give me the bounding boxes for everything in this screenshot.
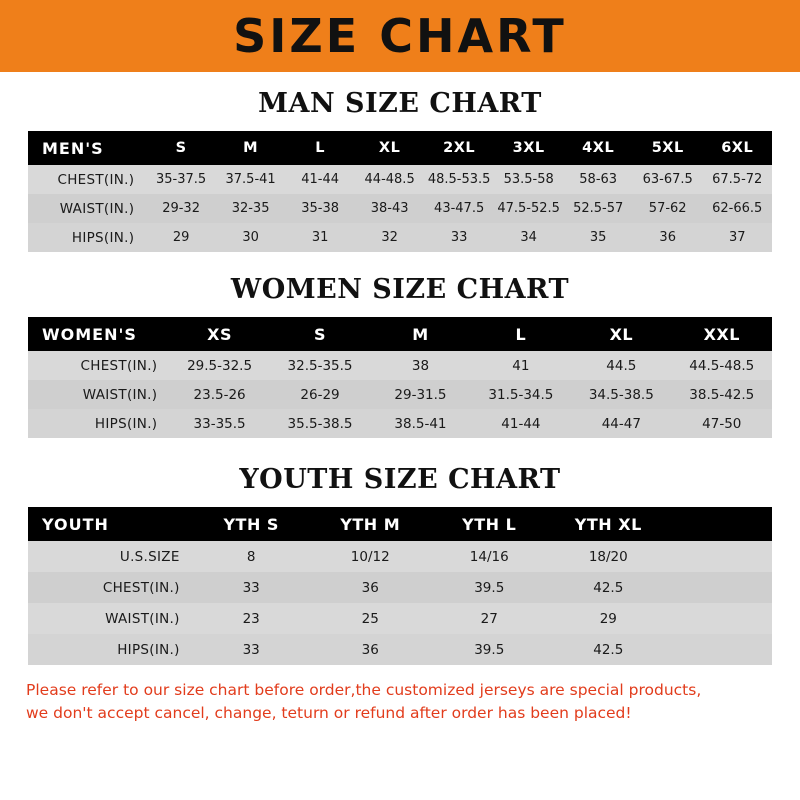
table-row [28,634,772,665]
column-header: YTH M [340,514,401,534]
column-header: M [412,324,429,344]
women-size-table [28,317,772,438]
corner-label: WOMEN'S [42,324,137,344]
table-header-row [28,317,772,351]
column-header: 2XL [443,140,476,156]
cell: 23 [242,610,260,627]
order-policy-note [0,679,800,726]
note-line-2: we don't accept cancel, change, teturn or refund after order has been placed! [26,704,632,723]
row-label: CHEST(IN.) [102,579,180,596]
cell: 8 [246,548,256,565]
column-header: XXL [703,324,740,344]
cell: 29 [172,230,190,245]
spacer-cell [668,507,772,541]
table-row [28,380,772,409]
cell: 32-35 [231,201,270,216]
cell: 32 [381,230,398,245]
cell: 32.5-35.5 [287,357,353,374]
spacer-cell [668,603,772,634]
youth-section-title: YOUTH SIZE CHART [239,464,561,495]
cell: 44-47 [601,415,641,432]
cell: 18/20 [588,548,628,565]
row-label: WAIST(IN.) [105,610,180,627]
cell: 67.5-72 [712,172,763,187]
cell: 42.5 [593,579,624,596]
corner-label: MEN'S [42,138,104,158]
cell: 44-48.5 [364,172,415,187]
column-header: 4XL [582,140,615,156]
cell: 36 [361,641,379,658]
cell: 37 [728,230,746,245]
note-line-1: Please refer to our size chart before order,the customized jerseys are special products, [26,681,702,699]
man-size-table [28,131,772,252]
cell: 29.5-32.5 [187,357,253,374]
cell: 29 [599,610,617,627]
table-row [28,351,772,380]
cell: 39.5 [474,579,505,596]
column-header: S [175,140,187,156]
cell: 29-32 [162,201,200,216]
cell: 31 [311,230,329,245]
row-label: WAIST(IN.) [82,386,158,403]
table-row [28,572,772,603]
cell: 44.5 [606,357,637,374]
youth-size-table [28,507,772,665]
cell: 63-67.5 [642,172,693,187]
corner-label: YOUTH [42,514,109,534]
cell: 57-62 [648,201,687,216]
row-label: HIPS(IN.) [94,415,158,432]
column-header: XS [207,324,232,344]
spacer-cell [668,572,772,603]
cell: 48.5-53.5 [427,172,491,187]
column-header: YTH XL [574,514,642,534]
row-label: WAIST(IN.) [59,200,135,217]
cell: 38.5-41 [394,415,447,432]
cell: 36 [659,230,676,245]
cell: 37.5-41 [225,172,276,187]
column-header: M [243,140,259,156]
cell: 38 [411,357,430,374]
cell: 33-35.5 [193,415,246,432]
cell: 41-44 [301,172,339,187]
man-table-wrap [0,131,800,252]
cell: 33 [242,641,260,658]
cell: 38.5-42.5 [689,386,755,403]
table-row [28,165,772,194]
column-header: S [314,324,327,344]
cell: 34 [520,230,537,245]
cell: 47-50 [702,415,742,432]
cell: 25 [361,610,379,627]
row-label: HIPS(IN.) [71,229,135,246]
cell: 41 [512,357,530,374]
cell: 26-29 [300,386,340,403]
cell: 42.5 [593,641,624,658]
cell: 31.5-34.5 [488,386,554,403]
cell: 23.5-26 [193,386,246,403]
cell: 27 [480,610,498,627]
column-header: L [315,140,325,156]
cell: 30 [242,230,259,245]
page-title: SIZE CHART [233,9,567,63]
cell: 34.5-38.5 [588,386,654,403]
cell: 39.5 [474,641,505,658]
cell: 35-38 [301,201,339,216]
row-label: U.S.SIZE [119,548,180,565]
cell: 44.5-48.5 [689,357,755,374]
header-banner [0,0,800,72]
cell: 58-63 [579,172,618,187]
column-header: 5XL [651,140,684,156]
table-row [28,223,772,252]
cell: 43-47.5 [434,201,485,216]
column-header: YTH L [462,514,517,534]
cell: 62-66.5 [712,201,763,216]
cell: 33 [242,579,260,596]
column-header: 3XL [512,140,545,156]
row-label: HIPS(IN.) [117,641,180,658]
table-header-row [28,131,772,165]
column-header: 6XL [721,140,754,156]
cell: 33 [450,230,468,245]
column-header: L [515,324,527,344]
youth-table-wrap [0,507,800,665]
column-header: XL [609,324,634,344]
cell: 29-31.5 [394,386,447,403]
spacer-cell [668,541,772,572]
man-section-title: MAN SIZE CHART [258,88,542,119]
cell: 53.5-58 [503,172,554,187]
cell: 47.5-52.5 [497,201,560,216]
women-section-title: WOMEN SIZE CHART [230,274,570,305]
cell: 35.5-38.5 [287,415,353,432]
column-header: XL [378,140,401,156]
cell: 36 [361,579,379,596]
cell: 52.5-57 [573,201,624,216]
table-header-row [28,507,772,541]
women-table-wrap [0,317,800,438]
cell: 14/16 [469,548,509,565]
row-label: CHEST(IN.) [80,357,158,374]
cell: 35 [589,230,607,245]
column-header: YTH S [223,514,279,534]
cell: 41-44 [501,415,541,432]
row-label: CHEST(IN.) [57,171,135,188]
table-row [28,409,772,438]
cell: 38-43 [370,201,409,216]
cell: 10/12 [350,548,390,565]
cell: 35-37.5 [155,172,207,187]
table-row [28,194,772,223]
table-row [28,603,772,634]
spacer-cell [668,634,772,665]
table-row [28,541,772,572]
